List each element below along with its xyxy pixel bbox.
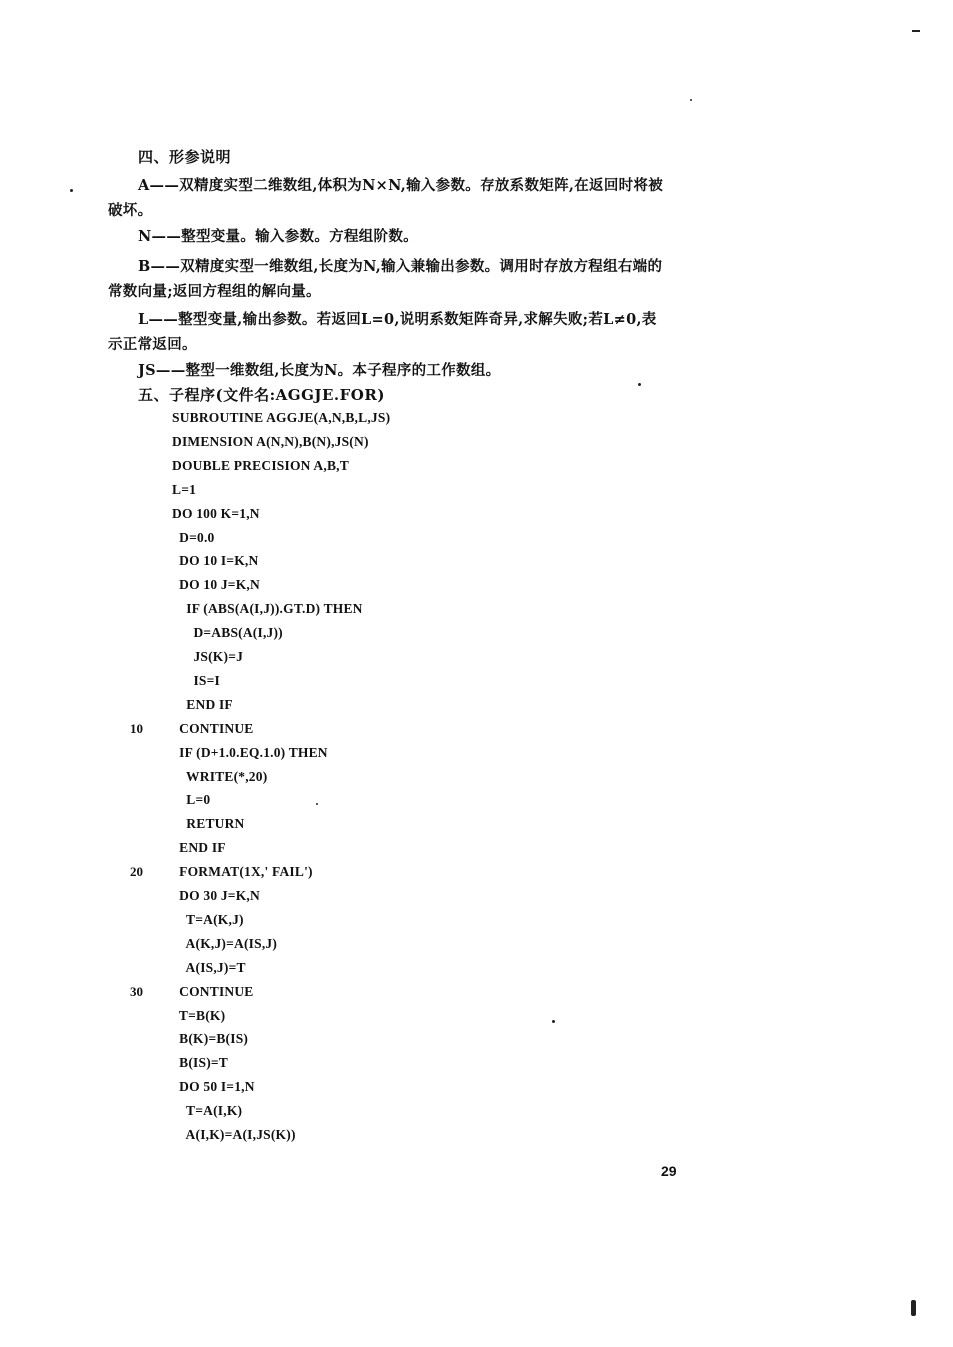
code-line: A(I,K)=A(I,JS(K)): [172, 1127, 296, 1142]
param-js: [108, 358, 708, 383]
code-line: D=ABS(A(I,J)): [172, 625, 283, 640]
code-line: DO 50 I=1,N: [172, 1079, 255, 1094]
param-a-line2: 破坏。: [108, 202, 153, 219]
page-number: 29: [661, 1163, 677, 1179]
scan-speck: [690, 99, 692, 101]
statement-label: 10: [130, 721, 143, 736]
code-line: FORMAT(1X,' FAIL'): [172, 864, 313, 879]
code-line: DO 30 J=K,N: [172, 888, 260, 903]
param-a: [108, 173, 708, 223]
code-line: JS(K)=J: [172, 649, 244, 664]
code-line: B(K)=B(IS): [172, 1031, 249, 1046]
code-line: T=B(K): [172, 1008, 226, 1023]
param-l: [108, 307, 708, 357]
code-line: WRITE(*,20): [172, 769, 268, 784]
param-b-line2: 常数向量;返回方程组的解向量。: [108, 283, 321, 300]
scan-speck: [316, 803, 318, 805]
code-line: B(IS)=T: [172, 1055, 229, 1070]
code-line: T=A(K,J): [172, 912, 244, 927]
param-b: [108, 254, 708, 304]
param-b-line1: B——双精度实型一维数组,长度为N,输入兼输出参数。调用时存放方程组右端的: [138, 258, 663, 275]
statement-label: 20: [130, 864, 143, 879]
param-l-line1: L——整型变量,输出参数。若返回L=0,说明系数矩阵奇异,求解失败;若L≠0,表: [138, 311, 657, 328]
param-a-line1: A——双精度实型二维数组,体积为N×N,输入参数。存放系数矩阵,在返回时将被: [138, 177, 664, 194]
code-line: CONTINUE: [172, 984, 254, 999]
code-line: T=A(I,K): [172, 1103, 243, 1118]
scan-speck: [552, 1020, 555, 1023]
code-line: D=0.0: [172, 530, 215, 545]
code-line: DIMENSION A(N,N),B(N),JS(N): [172, 434, 369, 449]
code-line: RETURN: [172, 816, 245, 831]
param-n-line1: N——整型变量。输入参数。方程组阶数。: [138, 228, 418, 245]
section4-title: 四、形参说明: [138, 148, 232, 166]
code-line: A(K,J)=A(IS,J): [172, 936, 278, 951]
code-line: SUBROUTINE AGGJE(A,N,B,L,JS): [172, 410, 391, 425]
code-line: CONTINUE: [172, 721, 254, 736]
code-line: A(IS,J)=T: [172, 960, 246, 975]
code-line: L=1: [172, 482, 197, 497]
param-l-line2: 示正常返回。: [108, 336, 197, 353]
code-line: DO 10 J=K,N: [172, 577, 260, 592]
param-js-line1: JS——整型一维数组,长度为N。本子程序的工作数组。: [138, 362, 501, 379]
code-line: IF (ABS(A(I,J)).GT.D) THEN: [172, 601, 363, 616]
statement-label: 30: [130, 984, 143, 999]
code-line: L=0: [172, 792, 211, 807]
scan-speck: [70, 189, 73, 192]
scan-speck: [638, 383, 641, 386]
scan-speck: [911, 1300, 916, 1316]
param-n: [108, 224, 708, 249]
scan-speck: [912, 30, 920, 32]
section5-title: 五、子程序(文件名:AGGJE.FOR): [138, 386, 385, 404]
code-line: IF (D+1.0.EQ.1.0) THEN: [172, 745, 328, 760]
code-line: DO 10 I=K,N: [172, 553, 259, 568]
code-line: END IF: [172, 697, 233, 712]
code-line: DOUBLE PRECISION A,B,T: [172, 458, 349, 473]
code-line: IS=I: [172, 673, 220, 688]
code-line: END IF: [172, 840, 226, 855]
code-line: DO 100 K=1,N: [172, 506, 260, 521]
